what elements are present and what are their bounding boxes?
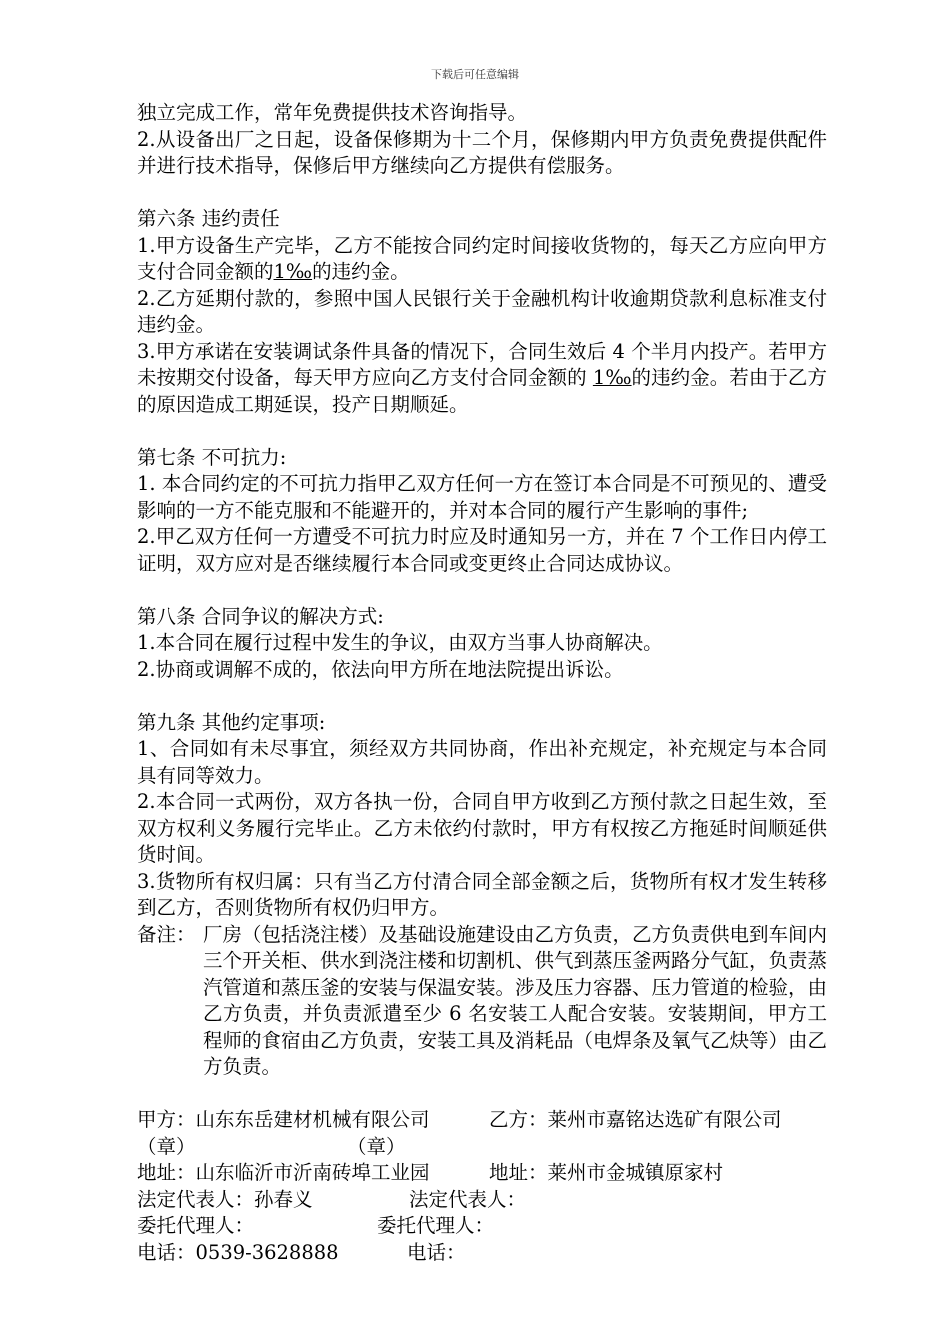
clause-7-item-1: 1. 本合同约定的不可抗力指甲乙双方任何一方在签订本合同是不可预见的、遭受影响的一方不能克服和不能避开的，并对本合同的履行产生影响的事件; xyxy=(137,472,827,522)
remarks-text: 厂房（包括浇注楼）及基础设施建设由乙方负责，乙方负责供电到车间内三个开关柜、供水到浇注楼和切割机、供气到蒸压釜两路分气缸，负责蒸汽管道和蒸压釜的安装与保温安装。涉及压力容器、压力管道的检验，由乙方负责，并负责派遣至少 6 名安装工人配合安装。安装期间，甲方工程师的食宿由乙方负责，安装工具及消耗品（电焊条及氧气乙炔等）由乙方负责。 xyxy=(203,922,828,1078)
document-body xyxy=(137,100,827,1266)
clause-5-continuation: 独立完成工作，常年免费提供技术咨询指导。 xyxy=(137,101,528,124)
clause-6-item-1: 1.甲方设备生产完毕，乙方不能按合同约定时间接收货物的，每天乙方应向甲方支付合同金额的1‰的违约金。 xyxy=(137,233,827,283)
clause-8-title: 第八条 合同争议的解决方式: xyxy=(137,604,384,628)
clause-9-item-1: 1、合同如有未尽事宜，须经双方共同协商，作出补充规定，补充规定与本合同具有同等效力。 xyxy=(137,737,827,787)
clause-6-item-2: 2.乙方延期付款的，参照中国人民银行关于金融机构计收逾期贷款利息标准支付违约金。 xyxy=(137,286,827,336)
clause-9-item-2: 2.本合同一式两份，双方各执一份，合同自甲方收到乙方预付款之日起生效，至双方权利义务履行完毕止。乙方未依约付款时，甲方有权按乙方拖延时间顺延供货时间。 xyxy=(137,790,827,866)
party-b-name: 乙方：莱州市嘉铭达选矿有限公司 xyxy=(489,1108,782,1131)
party-a-representative: 法定代表人：孙春义 xyxy=(137,1187,313,1211)
signature-representative-row xyxy=(137,1187,827,1214)
signature-address-row xyxy=(137,1160,827,1187)
party-a-name: 甲方：山东东岳建材机械有限公司 xyxy=(137,1108,430,1131)
party-a-agent: 委托代理人： xyxy=(137,1214,255,1237)
signature-parties-row xyxy=(137,1107,827,1134)
clause-6-title: 第六条 违约责任 xyxy=(137,207,280,230)
party-b-representative: 法定代表人： xyxy=(409,1187,527,1211)
signature-seal-row xyxy=(137,1134,827,1161)
clause-7-item-2: 2.甲乙双方任何一方遭受不可抗力时应及时通知另一方，并在 7 个工作日内停工证明，双方应对是否继续履行本合同或变更终止合同达成协议。 xyxy=(137,525,827,575)
party-a-phone: 电话：0539-3628888 xyxy=(137,1240,339,1264)
clause-5-item-2: 2.从设备出厂之日起，设备保修期为十二个月，保修期内甲方负责免费提供配件并进行技术指导，保修后甲方继续向乙方提供有偿服务。 xyxy=(137,127,827,177)
clause-9-title: 第九条 其他约定事项: xyxy=(137,710,326,734)
page-header: 下载后可任意编辑 xyxy=(431,68,519,81)
clause-8-item-2: 2.协商或调解不成的，依法向甲方所在地法院提出诉讼。 xyxy=(137,657,624,681)
party-b-seal: （章） xyxy=(347,1134,406,1158)
signature-agent-row xyxy=(137,1213,827,1240)
party-b-agent: 委托代理人： xyxy=(377,1214,495,1237)
clause-6-item-3: 3.甲方承诺在安装调试条件具备的情况下，合同生效后 4 个半月内投产。若甲方未按期交付设备，每天甲方应向乙方支付合同金额的 1‰的违约金。若由于乙方的原因造成工期延误，投产日期顺延。 xyxy=(137,339,827,416)
clause-7-title: 第七条 不可抗力: xyxy=(137,445,287,469)
penalty-rate: 1‰ xyxy=(592,366,632,389)
penalty-rate: 1‰ xyxy=(273,260,313,283)
clause-8-item-1: 1.本合同在履行过程中发生的争议，由双方当事人协商解决。 xyxy=(137,631,663,654)
party-b-phone: 电话： xyxy=(407,1240,466,1264)
clause-9-item-3: 3.货物所有权归属：只有当乙方付清合同全部金额之后，货物所有权才发生转移到乙方，否则货物所有权仍归甲方。 xyxy=(137,869,827,919)
party-b-address: 地址：莱州市金城镇原家村 xyxy=(489,1161,724,1184)
remarks-label: 备注： xyxy=(137,922,196,946)
remarks xyxy=(137,922,827,1081)
party-a-address: 地址：山东临沂市沂南砖埠工业园 xyxy=(137,1161,430,1184)
party-a-seal: （章） xyxy=(137,1134,196,1158)
signature-phone-row xyxy=(137,1240,827,1267)
